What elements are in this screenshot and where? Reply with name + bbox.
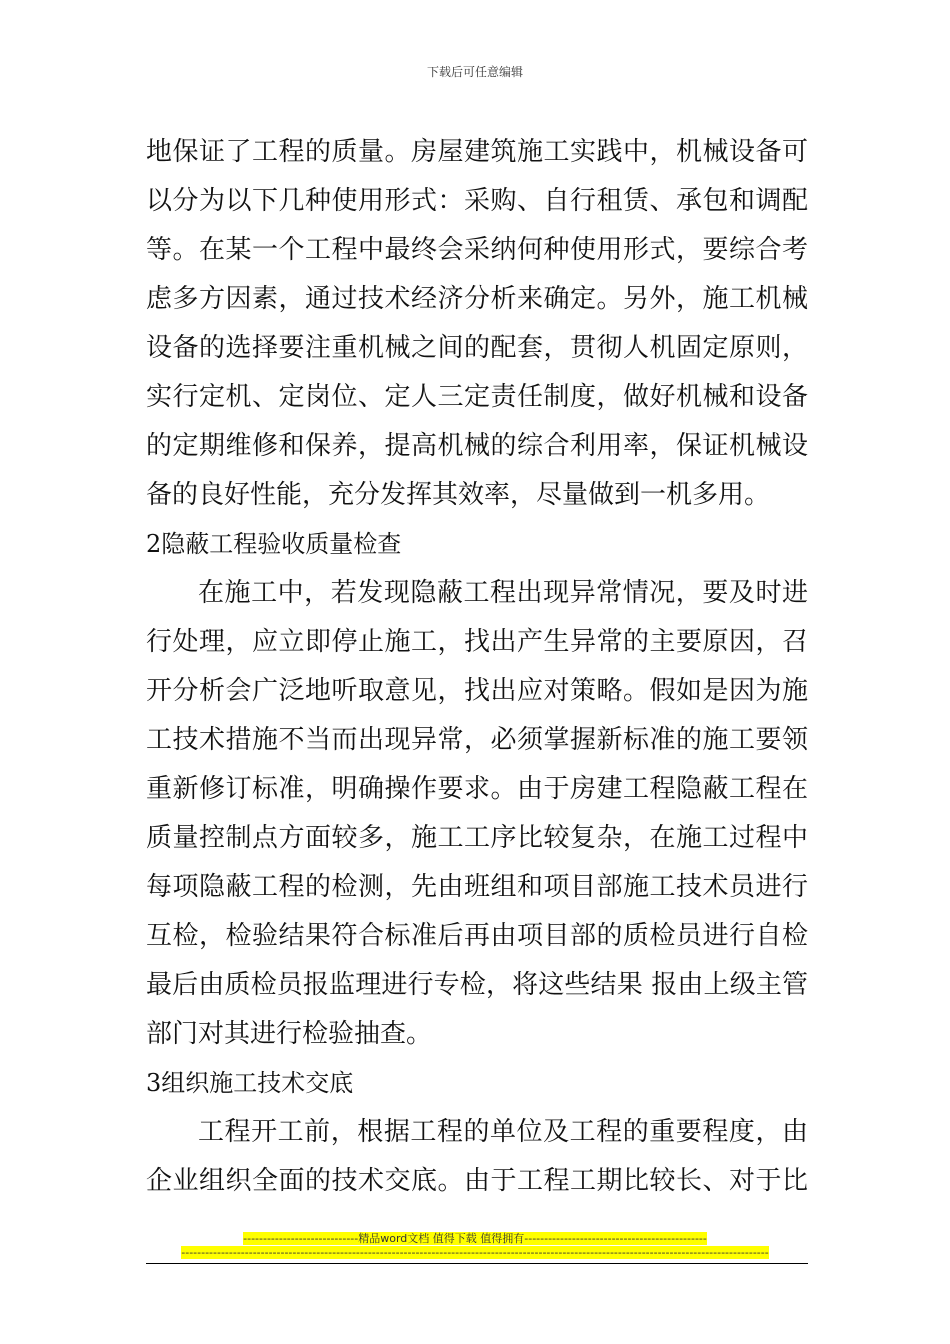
footer-banner-text: -----------------------------精品word文档 值得下载 值得拥有---------------------------------------------- [243,1232,707,1245]
text-line: 工技术措施不当而出现异常，必须掌握新标准的施工要领 [146,725,808,755]
text-line: 行处理，应立即停止施工，找出产生异常的主要原因，召 [146,627,808,657]
text-line: 地保证了工程的质量。房屋建筑施工实践中，机械设备可 [146,137,808,167]
text-line: 实行定机、定岗位、定人三定责任制度，做好机械和设备 [146,382,808,412]
paragraph-2 [146,569,808,1059]
text-line: 企业组织全面的技术交底。由于工程工期比较长、对于比 [146,1166,808,1196]
paragraph-3 [146,1108,808,1206]
footer-dashes-text: ---------------------------------------------------------------------------------------------------------------------------------------------------- [181,1246,769,1259]
text-line: 质量控制点方面较多，施工工序比较复杂，在施工过程中 [146,823,808,853]
text-line: 虑多方因素，通过技术经济分析来确定。另外，施工机械 [146,284,808,314]
text-line: 在施工中，若发现隐蔽工程出现异常情况，要及时进 [198,578,808,608]
document-body [146,128,808,1206]
footer-banner [0,1230,950,1246]
section-heading-2: 2隐蔽工程验收质量检查 [146,530,402,558]
paragraph-1 [146,128,808,520]
footer-rule [146,1263,808,1264]
footer-dashes [0,1246,950,1259]
text-line: 每项隐蔽工程的检测，先由班组和项目部施工技术员进行 [146,872,808,902]
page-header: 下载后可任意编辑 [426,65,523,79]
text-line: 工程开工前，根据工程的单位及工程的重要程度，由 [198,1117,808,1147]
text-line: 设备的选择要注重机械之间的配套，贯彻人机固定原则， [146,333,808,363]
text-line: 等。在某一个工程中最终会采纳何种使用形式，要综合考 [146,235,808,265]
text-line: 备的良好性能，充分发挥其效率，尽量做到一机多用。 [146,480,771,510]
text-line: 的定期维修和保养，提高机械的综合利用率，保证机械设 [146,431,808,461]
text-line: 以分为以下几种使用形式：采购、自行租赁、承包和调配 [146,186,808,216]
section-heading-3: 3组织施工技术交底 [146,1069,354,1097]
text-line: 互检，检验结果符合标准后再由项目部的质检员进行自检 [146,921,808,951]
text-line: 部门对其进行检验抽查。 [146,1019,433,1049]
text-line: 重新修订标准，明确操作要求。由于房建工程隐蔽工程在 [146,774,808,804]
text-line: 最后由质检员报监理进行专检，将这些结果 报由上级主管 [146,970,808,1000]
text-line: 开分析会广泛地听取意见，找出应对策略。假如是因为施 [146,676,808,706]
